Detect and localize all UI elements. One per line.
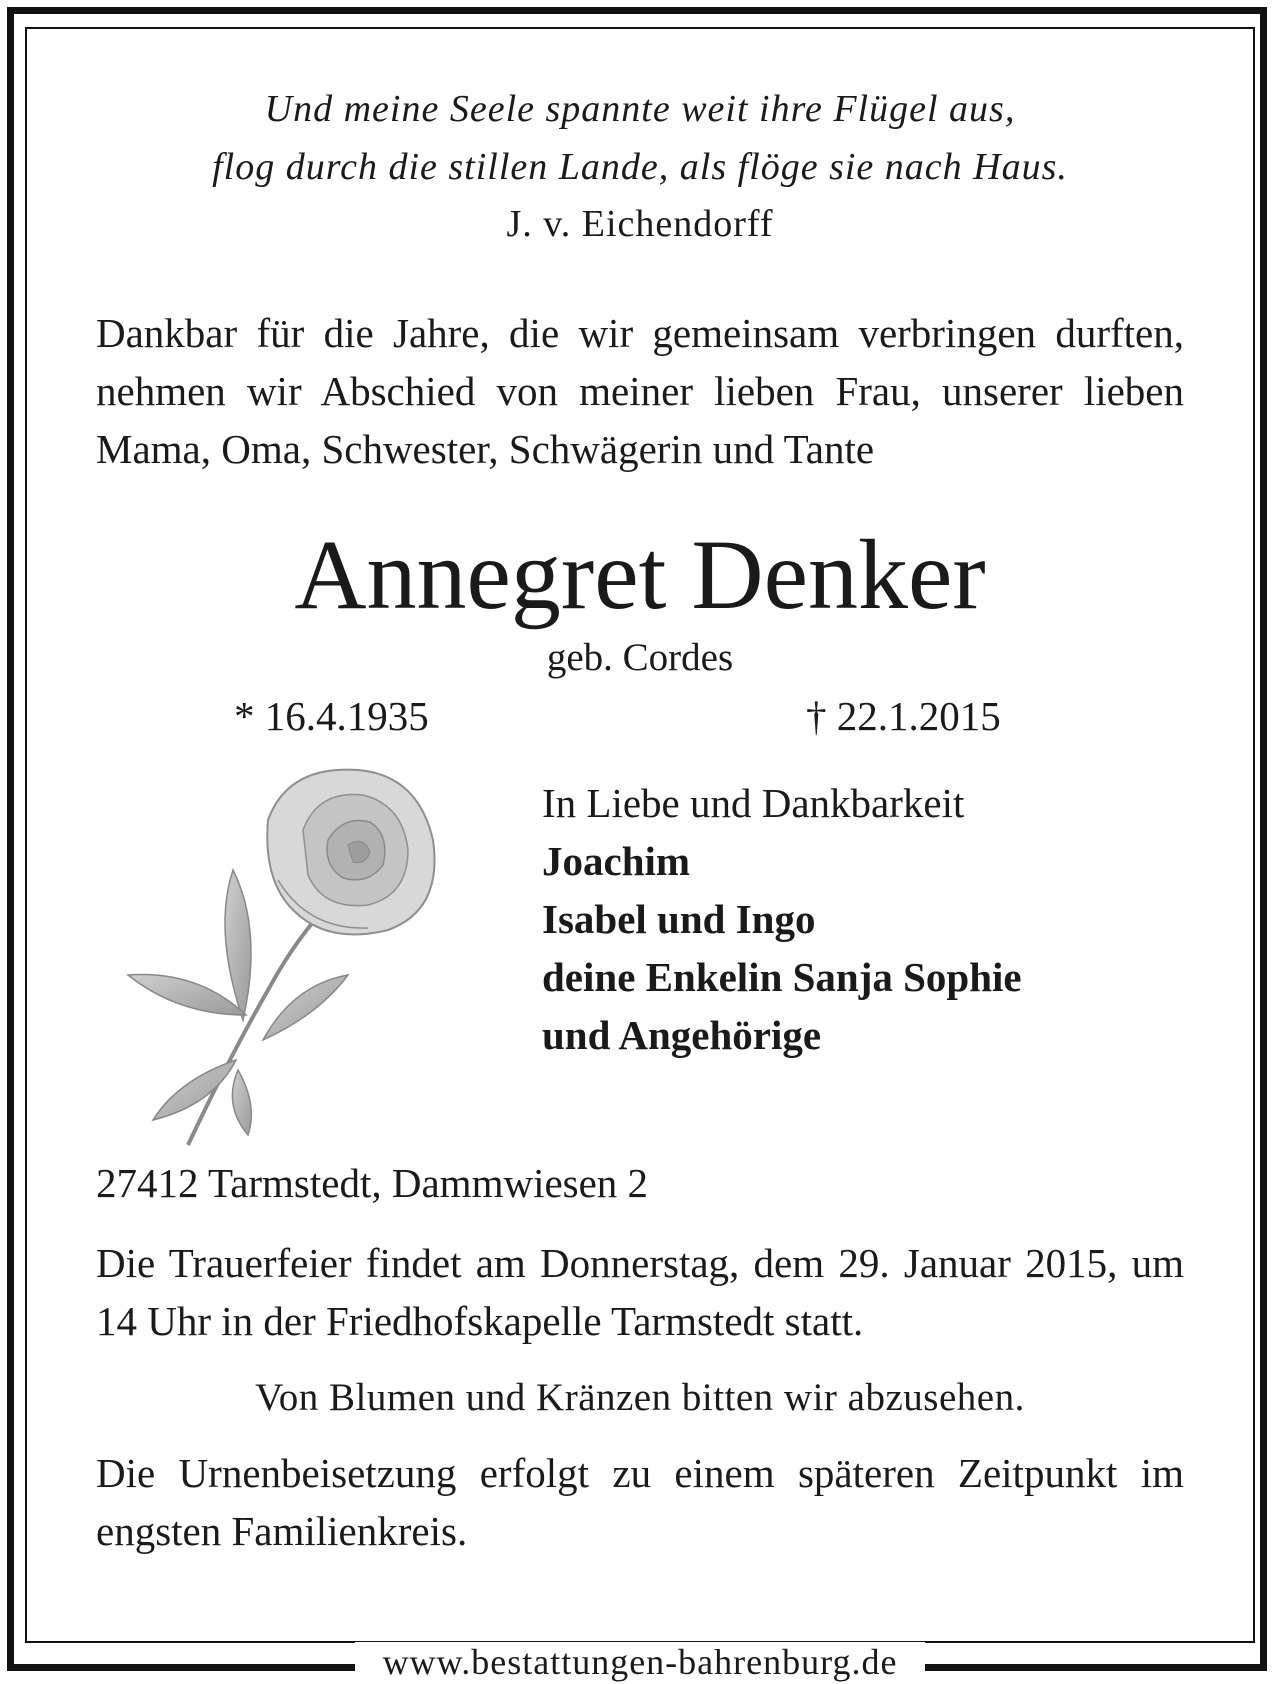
family-member: deine Enkelin Sanja Sophie	[542, 954, 1022, 1000]
death-date: † 22.1.2015	[806, 693, 1001, 739]
family-member: Isabel und Ingo	[542, 896, 816, 942]
flowers-note: Von Blumen und Kränzen bitten wir abzusehen.	[255, 1376, 1025, 1419]
life-dates	[96, 684, 1184, 754]
service-info: Die Trauerfeier findet am Donnerstag, dem 29. Januar 2015, um 14 Uhr in der Friedhofskapelle Tarmstedt statt.	[96, 1240, 1184, 1344]
address: 27412 Tarmstedt, Dammwiesen 2	[96, 1160, 649, 1206]
urn-info: Die Urnenbeisetzung erfolgt zu einem späteren Zeitpunkt im engsten Familienkreis.	[96, 1450, 1184, 1554]
obituary-content	[96, 80, 1184, 1560]
footer	[0, 1642, 1280, 1682]
motto-line-2: flog durch die stillen Lande, als flöge sie nach Haus.	[212, 146, 1068, 188]
maiden-name: geb. Cordes	[546, 636, 734, 679]
family-member: und Angehörige	[542, 1012, 822, 1058]
footer-url[interactable]: www.bestattungen-bahrenburg.de	[355, 1642, 926, 1682]
motto-line-1: Und meine Seele spannte weit ihre Flügel aus,	[264, 88, 1016, 130]
birth-date: * 16.4.1935	[234, 693, 429, 739]
family-member: Joachim	[542, 838, 691, 884]
motto-author: J. v. Eichendorff	[506, 203, 774, 245]
rose-icon	[118, 760, 458, 1150]
family-signature	[542, 774, 1022, 1064]
family-lead: In Liebe und Dankbarkeit	[542, 780, 965, 826]
family-block	[96, 754, 1184, 1154]
deceased-name: Annegret Denker	[294, 519, 986, 630]
intro-text: Dankbar für die Jahre, die wir gemeinsam verbringen durften, nehmen wir Abschied von meiner lieben Frau, unserer lieben Mama, Oma, Schwester, Schwägerin und Tante	[96, 310, 1184, 472]
